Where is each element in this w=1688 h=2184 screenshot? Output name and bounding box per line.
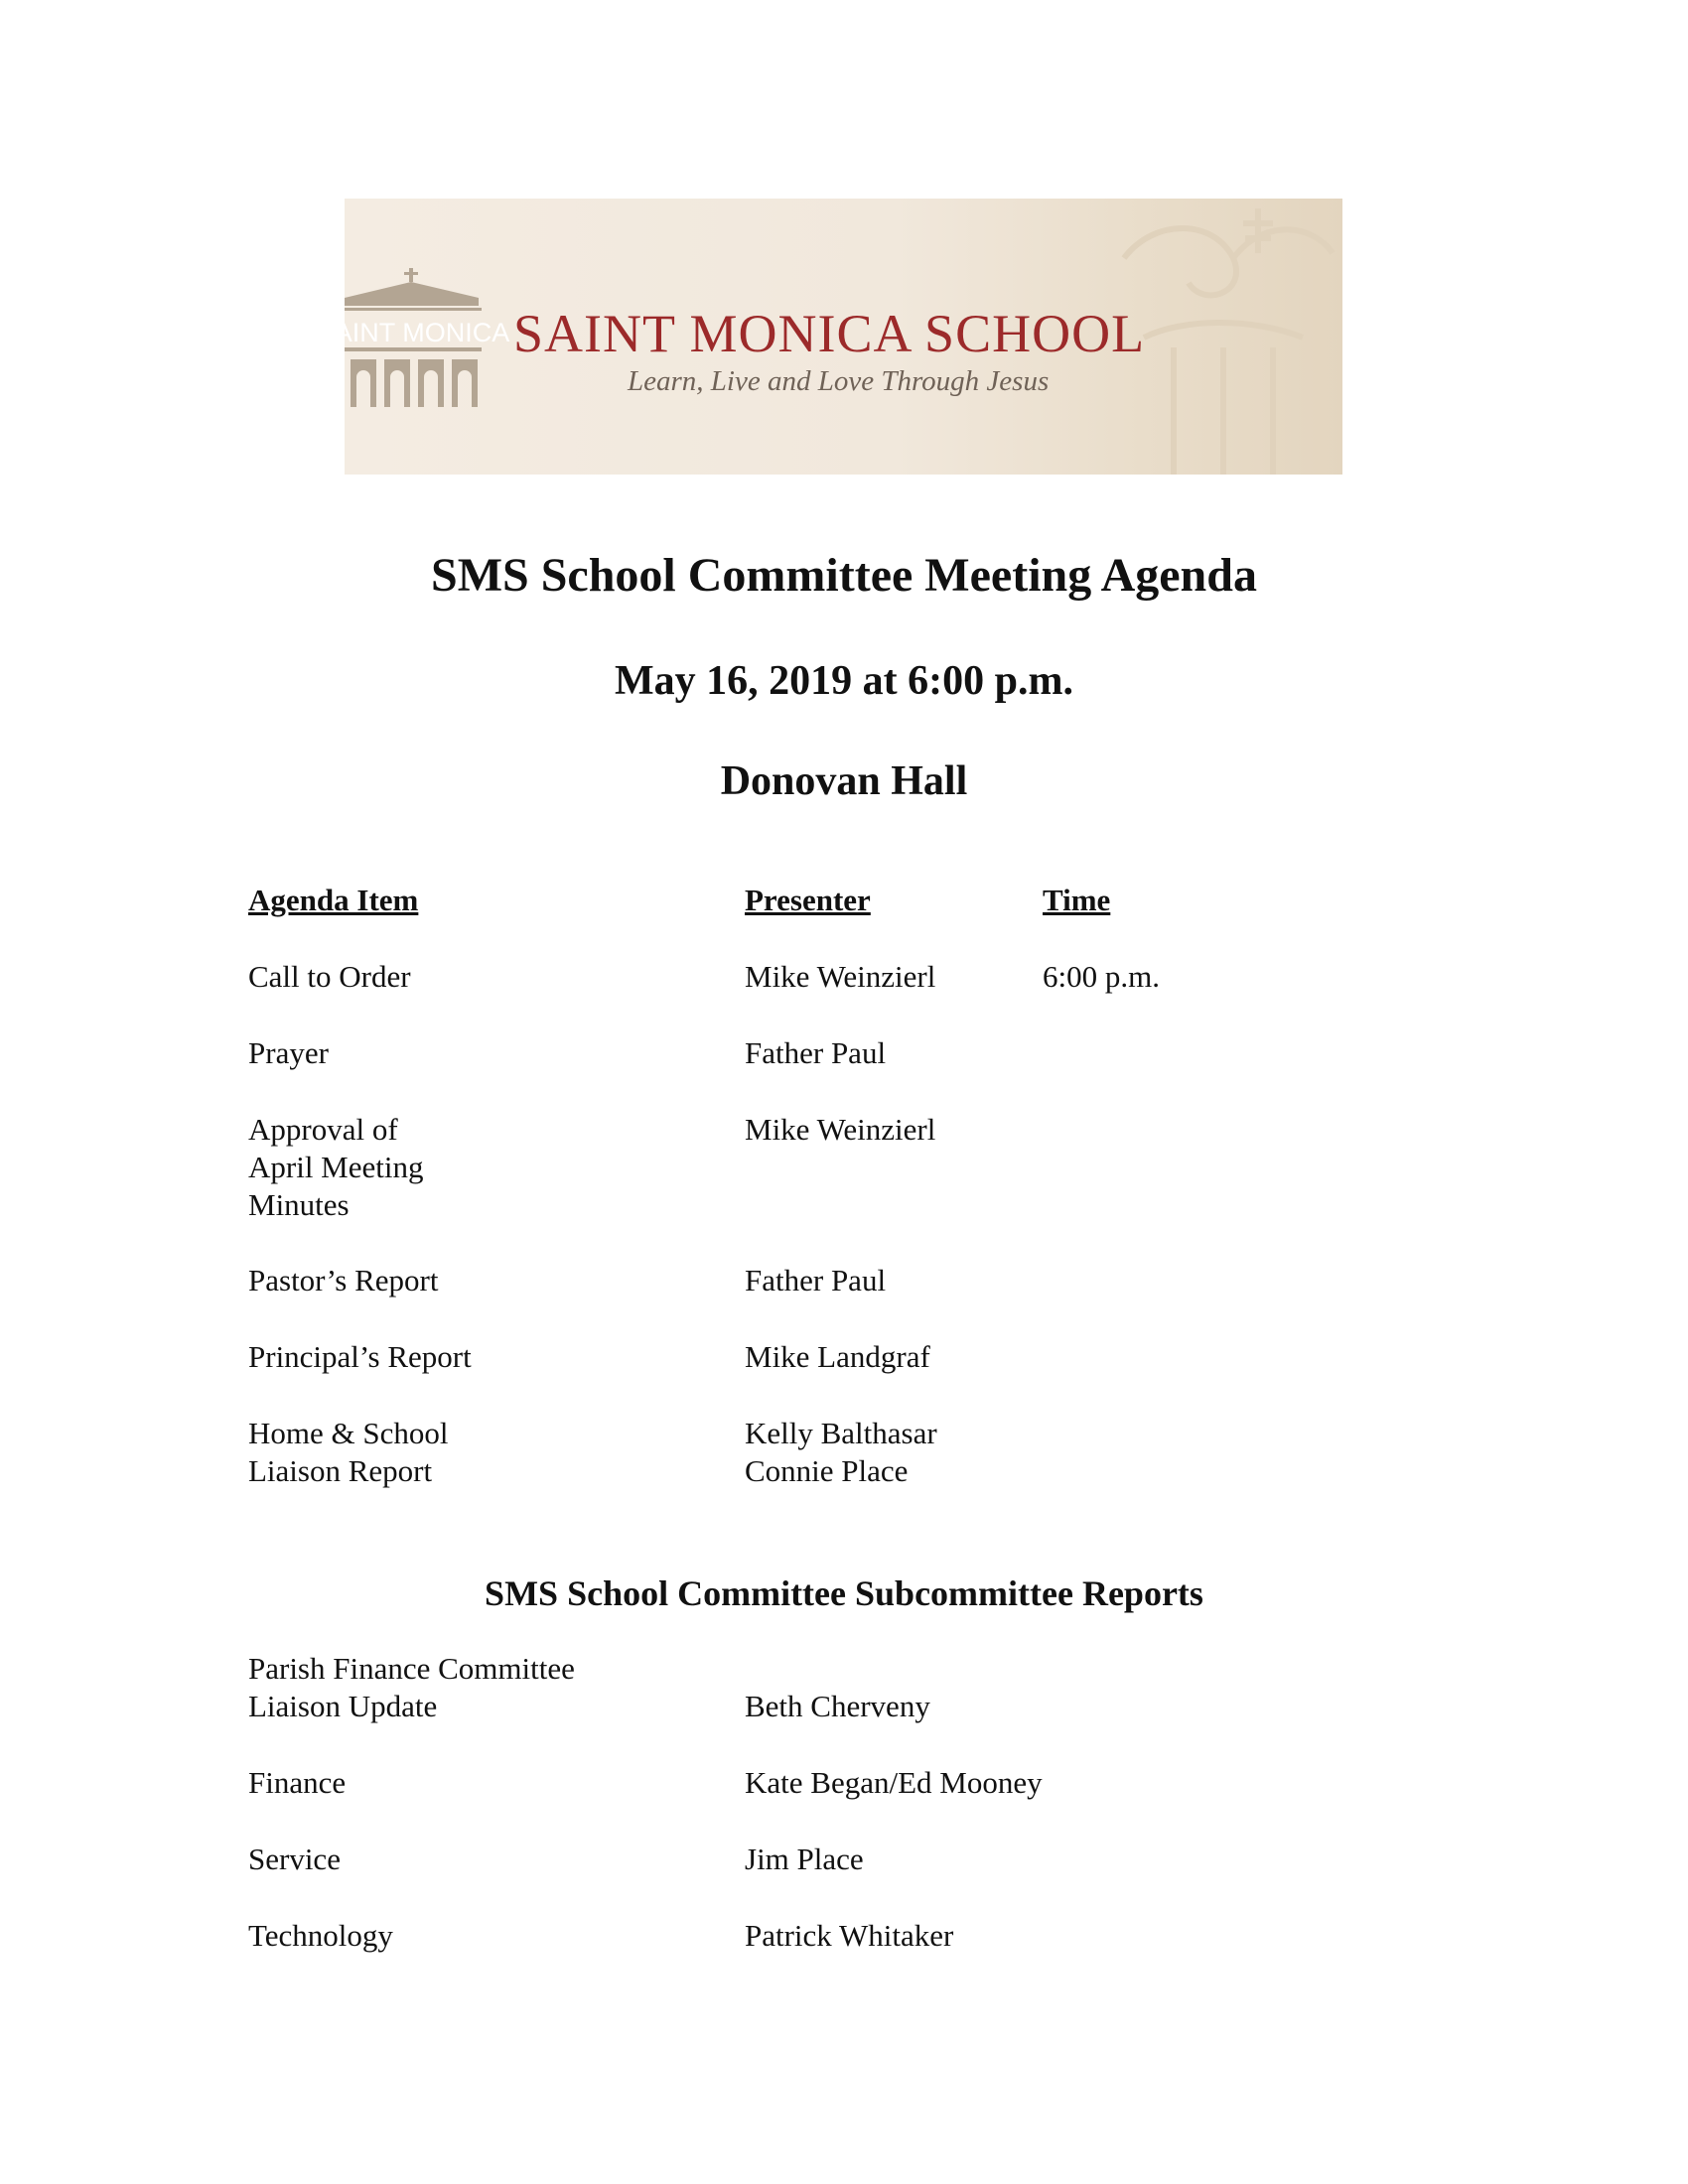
agenda-item: Pastor’s Report [248, 1263, 439, 1297]
column-header-presenter: Presenter [745, 883, 871, 917]
agenda-time: 6:00 p.m. [1043, 959, 1160, 994]
agenda-presenter: Mike Landgraf [745, 1339, 930, 1374]
agenda-item: Approval of April Meeting Minutes [248, 1112, 424, 1222]
subcommittee-presenter: Jim Place [745, 1842, 864, 1876]
school-name: SAINT MONICA SCHOOL [513, 304, 1146, 363]
meeting-location: Donovan Hall [720, 758, 968, 804]
subcommittee-presenter: Beth Cherveny [745, 1689, 930, 1723]
page-title: SMS School Committee Meeting Agenda [431, 549, 1257, 602]
agenda-item: Principal’s Report [248, 1339, 472, 1374]
column-header-time: Time [1043, 883, 1111, 917]
agenda-presenter: Father Paul [745, 1035, 887, 1070]
agenda-presenter: Father Paul [745, 1263, 887, 1297]
subcommittee-item: Parish Finance Committee Liaison Update [248, 1651, 575, 1723]
subcommittee-item: Finance [248, 1765, 347, 1800]
agenda-presenter: Kelly Balthasar Connie Place [745, 1416, 937, 1488]
agenda-presenter: Mike Weinzierl [745, 959, 936, 994]
subcommittee-presenter: Kate Began/Ed Mooney [745, 1765, 1043, 1800]
subcommittee-item: Service [248, 1842, 341, 1876]
agenda-item: Home & School Liaison Report [248, 1416, 449, 1488]
agenda-presenter: Mike Weinzierl [745, 1112, 936, 1147]
column-header-item: Agenda Item [248, 883, 419, 917]
subcommittee-presenter: Patrick Whitaker [745, 1918, 954, 1953]
agenda-item: Call to Order [248, 959, 411, 994]
meeting-date: May 16, 2019 at 6:00 p.m. [615, 658, 1073, 704]
subcommittee-title: SMS School Committee Subcommittee Reports [485, 1573, 1203, 1613]
subcommittee-item: Technology [248, 1918, 393, 1953]
school-logo-icon [316, 268, 510, 407]
logo-mark-text: SAINT MONICA [316, 318, 510, 347]
school-banner [316, 199, 1342, 475]
agenda-item: Prayer [248, 1035, 329, 1070]
school-tagline: Learn, Live and Love Through Jesus [628, 365, 1050, 397]
